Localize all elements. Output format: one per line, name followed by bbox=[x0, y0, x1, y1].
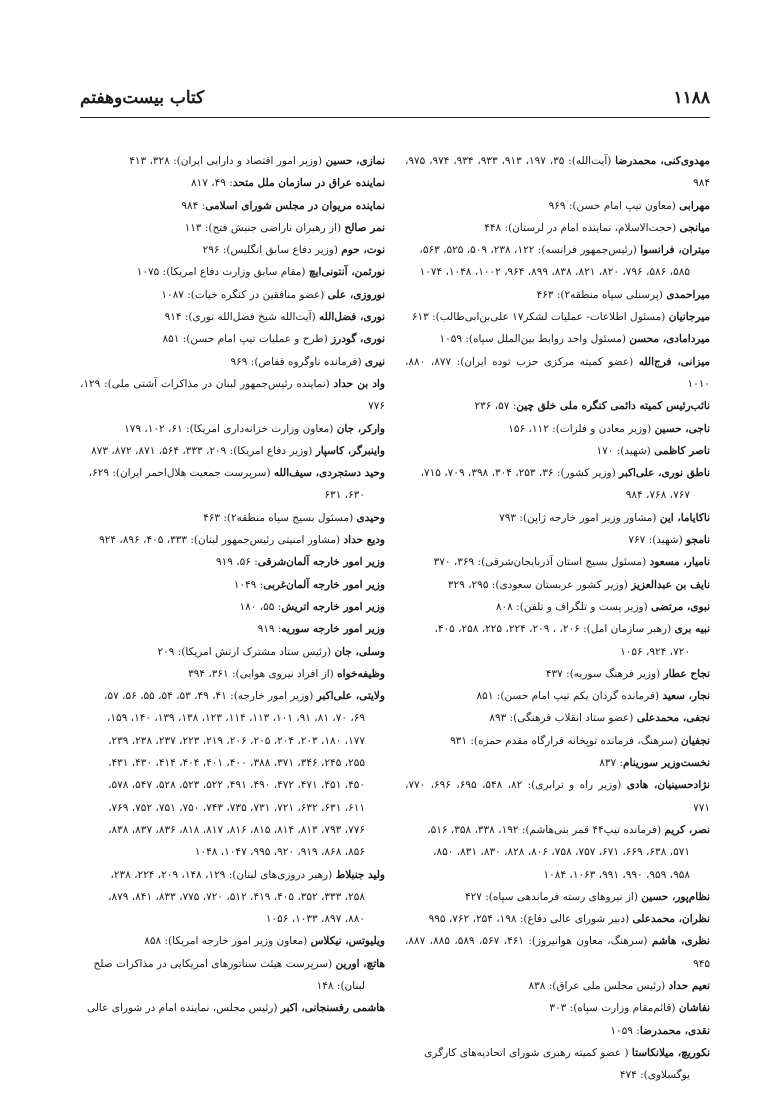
entry-name: نماینده عراق در سازمان ملل متحد bbox=[232, 177, 385, 190]
index-entry bbox=[80, 930, 385, 952]
index-entry bbox=[80, 306, 385, 328]
entry-name: وارکر، جان bbox=[336, 422, 385, 435]
entry-name: نجفیان bbox=[680, 734, 710, 747]
entry-name: میزانی، فرج‌الله bbox=[638, 355, 710, 368]
entry-pages: (رئیس ستاد مشترک ارتش امریکا): ۲۰۹ bbox=[157, 645, 335, 658]
index-entry bbox=[405, 663, 710, 685]
index-entry bbox=[405, 730, 710, 752]
entry-name: ناصر کاظمی bbox=[654, 444, 710, 457]
entry-continuation: ۶۱۱، ۶۳۱، ۶۳۲، ۷۲۱، ۷۳۱، ۷۳۵، ۷۴۳، ۷۵۰، ۷۵۱، ۷۵۲، ۷۶۹، bbox=[108, 801, 365, 814]
entry-name: نماینده مریوان در مجلس شورای اسلامی bbox=[205, 199, 385, 212]
index-entry bbox=[80, 864, 385, 909]
index-entry bbox=[405, 752, 710, 774]
entry-name: نظام‌پور، حسین bbox=[641, 890, 710, 903]
entry-pages: (رهبر سازمان امل): ۲۰۶، ، ۲۰۹، ۲۲۴، ۲۲۵، ۲۵۸، ۴۰۵، bbox=[434, 623, 675, 636]
entry-pages: (معاون وزیر امور خارجه امریکا): ۸۵۸ bbox=[144, 935, 311, 948]
entry-continuation: لبنان): ۱۴۸ bbox=[316, 979, 365, 992]
entry-pages: (مسئول بسیج سپاه منطقه۲): ۴۶۳ bbox=[203, 511, 357, 524]
entry-pages: (رئیس مجلس، نماینده امام در شورای عالی bbox=[86, 1002, 281, 1015]
index-entry bbox=[405, 596, 710, 618]
index-entry bbox=[405, 395, 710, 417]
entry-continuation: یوگسلاوی): ۴۷۴ bbox=[619, 1069, 690, 1082]
entry-continuation: ۵۸۵، ۵۸۶، ۷۹۶، ۸۲۰، ۸۲۱، ۸۳۸، ۸۹۹، ۹۶۴، ۱۰۰۲، ۱۰۴۸، ۱۰۷۴ bbox=[419, 266, 690, 279]
entry-name: وسلی، جان bbox=[334, 645, 385, 658]
entry-pages: (فرمانده گردان یکم تیپ امام حسن): ۸۵۱ bbox=[476, 690, 663, 703]
entry-name: نبیه بری bbox=[674, 623, 710, 636]
entry-name: نکوریچ، میلانکاستا bbox=[631, 1046, 710, 1059]
entry-name: میانجی bbox=[679, 221, 710, 234]
page-header bbox=[80, 88, 710, 114]
index-entry bbox=[80, 618, 385, 640]
entry-pages: (مشاور وزیر امور خارجه ژاپن): ۷۹۳ bbox=[499, 511, 660, 524]
entry-name: نمازی، حسین bbox=[325, 155, 385, 167]
entry-pages: : ۸۳۷ bbox=[599, 757, 624, 770]
entry-name: ودیع حداد bbox=[343, 534, 385, 547]
entry-pages: (شهید): ۱۷۰ bbox=[596, 444, 655, 457]
entry-pages: (رئیس مجلس ملی عراق): ۸۳۸ bbox=[528, 979, 669, 992]
index-entry bbox=[405, 507, 710, 529]
entry-pages: (طرح و عملیات تیپ امام حسن): ۸۵۱ bbox=[162, 333, 332, 346]
entry-pages: : ۵۶، ۹۱۹ bbox=[215, 556, 258, 569]
entry-pages: (مسئول واحد روابط بین‌الملل سپاه): ۱۰۵۹ bbox=[439, 333, 630, 346]
entry-name: نیری bbox=[364, 355, 385, 368]
entry-name: نورثمن، آنتونی‌ایچ bbox=[308, 266, 385, 279]
index-entry bbox=[80, 819, 385, 841]
entry-pages: (وزیر کشور): ۳۶، ۲۵۳، ۳۰۴، ۳۹۸، ۷۰۹، ۷۱۵، bbox=[420, 467, 620, 480]
entry-name: وظیفه‌خواه bbox=[337, 667, 385, 680]
entry-pages: (دبیر شورای عالی دفاع): ۱۹۸، ۲۵۴، ۷۶۲، ۹۹۵ bbox=[428, 913, 633, 926]
index-entry bbox=[80, 997, 385, 1019]
index-entry bbox=[405, 707, 710, 729]
entry-name: میتران، فرانسوا bbox=[640, 244, 710, 257]
entry-pages: (مقام سابق وزارت دفاع امریکا): ۱۰۷۵ bbox=[136, 266, 309, 279]
entry-name: ولید جنبلاط bbox=[335, 868, 385, 881]
entry-pages: (قائم‌مقام وزارت سپاه): ۳۰۳ bbox=[549, 1002, 679, 1015]
index-entry bbox=[405, 239, 710, 284]
entry-pages: (حجت‌الاسلام، نماینده امام در لرستان): ۴۴۸ bbox=[484, 221, 680, 234]
entry-name: هاتچ، اورین bbox=[335, 957, 385, 970]
entry-name: نجفی، محمدعلی bbox=[636, 712, 710, 725]
index-entry bbox=[405, 886, 710, 908]
index-entry bbox=[80, 797, 385, 819]
entry-name: نقدی، محمدرضا bbox=[639, 1024, 710, 1037]
index-entry bbox=[80, 774, 385, 796]
index-entry bbox=[405, 908, 710, 930]
entry-pages: ( عضو کمیته رهبری شورای اتحادیه‌های کارگری bbox=[424, 1046, 632, 1059]
entry-name: نژادحسینیان، هادی bbox=[626, 779, 710, 792]
entry-pages: (وزیر امور خارجه): ۴۱، ۴۹، ۵۳، ۵۴، ۵۵، ۵۶، ۵۷، bbox=[104, 690, 317, 703]
entry-pages: (سرهنگ، معاون هوانیروز): ۴۶۱، ۵۶۷، ۵۸۹، ۸۸۵، ۸۸۷، ۹۴۵ bbox=[405, 935, 710, 970]
entry-pages: (مشاور امنیتی رئیس‌جمهور لبنان): ۳۳۳، ۴۰۵، ۸۹۶، ۹۲۴ bbox=[99, 534, 344, 547]
entry-name: نوروزی، علی bbox=[327, 288, 385, 301]
entry-name: نایف بن عبدالعزیز bbox=[631, 578, 710, 591]
index-entry bbox=[405, 930, 710, 975]
index-entry bbox=[80, 217, 385, 239]
index-entry bbox=[80, 841, 385, 863]
index-entry bbox=[80, 462, 385, 507]
entry-pages: (وزیر دفاع امریکا): ۲۰۹، ۳۳۳، ۵۶۴، ۸۷۱، ۸۷۲، ۸۷۳ bbox=[91, 444, 316, 457]
index-entry bbox=[80, 351, 385, 373]
index-entry bbox=[405, 685, 710, 707]
index-column-right bbox=[405, 150, 710, 1086]
entry-pages: (نماینده رئیس‌جمهور لبنان در مذاکرات آشتی ملی): ۱۲۹، ۷۷۶ bbox=[80, 377, 385, 413]
entry-pages: (فرمانده ناوگروه قفاص): ۹۶۹ bbox=[230, 355, 365, 368]
entry-pages: : ۵۷، ۲۳۶ bbox=[474, 400, 517, 413]
entry-name: نصر، کریم bbox=[664, 823, 710, 836]
entry-continuation: ۵۷۱، ۶۳۸، ۶۶۹، ۶۷۱، ۷۵۷، ۷۵۸، ۸۰۶، ۸۲۸، ۸۳۰، ۸۳۱، ۸۵۰، bbox=[433, 846, 690, 859]
entry-name: نوری، فضل‌الله bbox=[319, 311, 385, 324]
index-entry bbox=[405, 774, 710, 819]
entry-pages: (مسئول بسیج استان آذربایجان‌شرقی): ۳۶۹، ۳۷۰ bbox=[433, 556, 650, 569]
entry-pages: (عضو منافقین در کنگره خیات): ۱۰۸۷ bbox=[161, 288, 328, 301]
entry-pages: : ۱۰۵۹ bbox=[610, 1024, 640, 1037]
entry-name: هاشمی رفسنجانی، اکبر bbox=[280, 1002, 385, 1015]
entry-name: ویلیوتس، نیکلاس bbox=[310, 935, 385, 948]
index-column-left bbox=[80, 150, 385, 1020]
index-entry bbox=[405, 574, 710, 596]
entry-pages: (رهبر دروزی‌های لبنان): ۱۲۹، ۱۴۸، ۲۰۹، ۲۲۴، ۲۳۸، bbox=[110, 868, 336, 881]
entry-name: ناطق نوری، علی‌اکبر bbox=[619, 467, 710, 480]
entry-pages: : ۹۱۹ bbox=[257, 623, 282, 636]
entry-name: نوت، حوم bbox=[341, 244, 385, 257]
entry-pages: (وزیر دفاع سابق انگلیس): ۲۹۶ bbox=[202, 244, 342, 257]
index-entry bbox=[80, 752, 385, 774]
index-entry bbox=[80, 239, 385, 261]
index-entry bbox=[80, 529, 385, 551]
book-title: کتاب بیست‌وهفتم bbox=[80, 88, 205, 108]
index-entry bbox=[80, 663, 385, 685]
entry-continuation: ۷۲۰، ۹۲۴، ۱۰۵۶ bbox=[620, 645, 690, 658]
index-entry bbox=[80, 953, 385, 998]
entry-name: نجار، سعید bbox=[662, 690, 710, 703]
index-entry bbox=[80, 150, 385, 172]
entry-name: وزیر امور خارجه سوریه bbox=[281, 623, 385, 636]
entry-name: نفاشان bbox=[678, 1002, 710, 1015]
entry-name: واد بن حداد bbox=[333, 377, 385, 390]
index-entry bbox=[80, 507, 385, 529]
entry-pages: (مسئول اطلاعات- عملیات لشکر۱۷ علی‌بن‌ابی‌طالب): ۶۱۳ bbox=[411, 311, 669, 324]
index-entry bbox=[405, 418, 710, 440]
entry-continuation: ۲۵۵، ۲۴۵، ۳۴۶، ۳۷۱، ۳۸۸، ۴۰۰، ۴۰۱، ۴۰۴، ۴۱۴، ۴۳۰، ۴۳۱، bbox=[108, 757, 365, 770]
page-number: ۱۱۸۸ bbox=[673, 88, 710, 108]
entry-name: نبوی، مرتضی bbox=[651, 600, 710, 613]
entry-name: نعیم حداد bbox=[668, 979, 710, 992]
entry-continuation: ۷۶۷، ۷۶۸، ۹۸۴ bbox=[625, 489, 690, 502]
index-entry bbox=[80, 418, 385, 440]
index-entry bbox=[405, 997, 710, 1019]
index-entry bbox=[405, 975, 710, 997]
index-entry bbox=[405, 351, 710, 396]
entry-continuation: ۷۷۶، ۷۹۳، ۸۱۳، ۸۱۴، ۸۱۵، ۸۱۶، ۸۱۷، ۸۱۸، ۸۳۶، ۸۳۷، ۸۳۸، bbox=[108, 823, 365, 836]
entry-name: ناکایاما، این bbox=[659, 511, 710, 524]
index-entry bbox=[405, 462, 710, 507]
header-divider bbox=[80, 117, 710, 118]
entry-name: میردامادی، محسن bbox=[629, 333, 710, 346]
entry-pages: : ۴۹، ۸۱۷ bbox=[190, 177, 233, 190]
entry-continuation: ۸۸۰، ۸۹۷، ۱۰۳۳، ۱۰۵۶ bbox=[265, 913, 365, 926]
entry-name: نمر صالح bbox=[344, 221, 385, 234]
entry-name: وزیر امور خارجه اتریش bbox=[281, 600, 385, 613]
entry-pages: (عضو کمیته مرکزی حزب توده ایران): ۸۷۷، ۸۸۰، ۱۰۱۰ bbox=[405, 355, 710, 390]
entry-continuation: ۶۳۰، ۶۳۱ bbox=[324, 489, 365, 502]
entry-pages: (پرسنلی سپاه منطقه۲): ۴۶۳ bbox=[536, 288, 667, 301]
entry-pages: (معاون وزارت خزانه‌داری امریکا): ۶۱، ۱۰۲، ۱۷۹ bbox=[124, 422, 337, 435]
index-entry bbox=[405, 819, 710, 864]
entry-pages: (از نیروهای رسته فرماندهی سپاه): ۴۲۷ bbox=[465, 890, 642, 903]
entry-pages: (فرمانده تیپ۴۴ قمر بنی‌هاشم): ۱۹۲، ۳۳۸، ۳۵۸، ۵۱۶، bbox=[427, 823, 665, 836]
index-entry bbox=[405, 328, 710, 350]
index-entry bbox=[80, 685, 385, 730]
entry-name: واینبرگر، کاسپار bbox=[315, 444, 385, 457]
entry-name: نظران، محمدعلی bbox=[632, 913, 710, 926]
entry-pages: (از رهبران ناراضی جنبش فتح): ۱۱۳ bbox=[184, 221, 345, 234]
index-entry bbox=[80, 172, 385, 194]
index-entry bbox=[80, 730, 385, 752]
entry-name: مهرابی bbox=[679, 199, 710, 212]
entry-name: وحید دستجردی، سیف‌الله bbox=[273, 467, 385, 480]
index-entry bbox=[405, 551, 710, 573]
index-entry bbox=[80, 261, 385, 283]
entry-pages: (وزیر کشور عربستان سعودی): ۲۹۵، ۳۲۹ bbox=[447, 578, 632, 591]
index-entry bbox=[405, 195, 710, 217]
index-entry bbox=[405, 306, 710, 328]
index-entry bbox=[405, 1020, 710, 1042]
index-entry bbox=[80, 574, 385, 596]
entry-name: وحیدی bbox=[356, 511, 385, 524]
index-entry bbox=[405, 440, 710, 462]
index-entry bbox=[80, 195, 385, 217]
entry-continuation: ۶۹، ۷۰، ۸۱، ۹۱، ۱۰۱، ۱۱۳، ۱۱۴، ۱۲۳، ۱۳۸، ۱۳۹، ۱۴۰، ۱۵۹، bbox=[107, 712, 365, 725]
entry-continuation: ۲۵۸، ۳۳۳، ۳۵۲، ۴۰۵، ۴۱۹، ۵۱۲، ۷۲۰، ۷۷۵، ۸۳۳، ۸۴۱، ۸۷۹، bbox=[108, 890, 365, 903]
entry-pages: (آیت‌الله): ۳۵، ۱۹۷، ۹۱۳، ۹۳۳، ۹۳۴، ۹۷۴، ۹۷۵، ۹۸۴ bbox=[405, 155, 710, 190]
entry-name: ناجی، حسین bbox=[654, 422, 710, 435]
index-entry bbox=[80, 328, 385, 350]
index-entry bbox=[405, 150, 710, 195]
entry-name: ولایتی، علی‌اکبر bbox=[316, 690, 385, 703]
entry-name: مهدوی‌کنی، محمدرضا bbox=[615, 155, 711, 167]
entry-name: وزیر امور خارجه آلمان‌غربی bbox=[263, 578, 385, 591]
entry-name: نامجو bbox=[686, 534, 710, 547]
entry-pages: (شهید): ۷۶۷ bbox=[628, 534, 687, 547]
entry-pages: (عضو ستاد انقلاب فرهنگی): ۸۹۳ bbox=[489, 712, 637, 725]
entry-pages: (آیت‌الله شیخ فضل‌الله نوری): ۹۱۴ bbox=[164, 311, 320, 324]
entry-pages: (سرپرست هیئت سناتورهای امریکایی در مذاکرات صلح bbox=[93, 957, 336, 970]
entry-name: نائب‌رئیس کمیته دائمی کنگره ملی خلق چین bbox=[516, 400, 710, 413]
index-entry bbox=[80, 596, 385, 618]
entry-pages: : ۹۸۴ bbox=[181, 199, 206, 212]
entry-name: نجاح عطار bbox=[663, 667, 710, 680]
entry-name: نامیار، مسعود bbox=[649, 556, 710, 569]
index-entry bbox=[405, 284, 710, 306]
entry-name: وزیر امور خارجه آلمان‌شرقی bbox=[257, 556, 385, 569]
entry-name: نخست‌وزیر سورینام bbox=[623, 757, 710, 770]
entry-continuation: ۸۵۶، ۸۶۸، ۹۱۹، ۹۲۰، ۹۹۵، ۱۰۴۷، ۱۰۴۸ bbox=[194, 846, 365, 859]
entry-pages: (وزیر معادن و فلزات): ۱۱۲، ۱۵۶ bbox=[508, 422, 655, 435]
index-entry bbox=[405, 864, 710, 886]
entry-continuation: ۴۵۰، ۴۵۱، ۴۷۱، ۴۷۲، ۴۹۰، ۴۹۱، ۵۲۲، ۵۲۳، ۵۲۸، ۵۴۷، ۵۷۸، bbox=[108, 779, 365, 792]
entry-name: میراحمدی bbox=[666, 288, 710, 301]
entry-continuation: ۱۷۷، ۱۸۰، ۲۰۳، ۲۰۴، ۲۰۵، ۲۰۶، ۲۱۹، ۲۲۳، ۲۳۷، ۲۳۸، ۲۳۹، bbox=[108, 734, 365, 747]
entry-pages: (وزیر پست و تلگراف و تلفن): ۸۰۸ bbox=[495, 600, 652, 613]
entry-pages: (سرپرست جمعیت هلال‌احمر ایران): ۶۲۹، bbox=[88, 467, 274, 480]
entry-pages: : ۵۵، ۱۸۰ bbox=[239, 600, 282, 613]
index-entry bbox=[405, 217, 710, 239]
index-entry bbox=[80, 641, 385, 663]
entry-pages: (سرهنگ، فرمانده توپخانه قرارگاه مقدم حمزه): ۹۳۱ bbox=[450, 734, 681, 747]
index-entry bbox=[405, 529, 710, 551]
index-entry bbox=[405, 1042, 710, 1087]
index-entry bbox=[80, 551, 385, 573]
entry-name: نظری، هاشم bbox=[651, 935, 710, 948]
entry-pages: (معاون تیپ امام حسن): ۹۶۹ bbox=[548, 199, 680, 212]
entry-pages: (وزیر فرهنگ سوریه): ۴۳۷ bbox=[545, 667, 664, 680]
index-entry bbox=[80, 440, 385, 462]
index-entry bbox=[80, 908, 385, 930]
entry-pages: (از افراد نیروی هوایی): ۳۶۱، ۳۹۴ bbox=[188, 667, 338, 680]
index-entry bbox=[405, 618, 710, 663]
entry-pages: (وزیر راه و ترابری): ۸۲، ۵۴۸، ۶۹۵، ۶۹۶، ۷۷۰، ۷۷۱ bbox=[405, 779, 710, 814]
entry-continuation: ۹۵۸، ۹۵۹، ۹۹۰، ۹۹۱، ۱۰۶۳، ۱۰۸۴ bbox=[543, 868, 690, 881]
entry-pages: (وزیر امور اقتصاد و دارایی ایران): ۳۲۸، ۴۱۳ bbox=[129, 155, 326, 167]
index-entry bbox=[80, 373, 385, 418]
entry-pages: : ۱۰۴۹ bbox=[233, 578, 264, 591]
index-entry bbox=[80, 284, 385, 306]
entry-name: میرجانیان bbox=[668, 311, 710, 324]
entry-name: نوری، گودرز bbox=[331, 333, 385, 346]
entry-pages: (رئیس‌جمهور فرانسه): ۱۲۲، ۲۳۸، ۵۰۹، ۵۲۵، ۵۶۳، bbox=[419, 244, 641, 257]
